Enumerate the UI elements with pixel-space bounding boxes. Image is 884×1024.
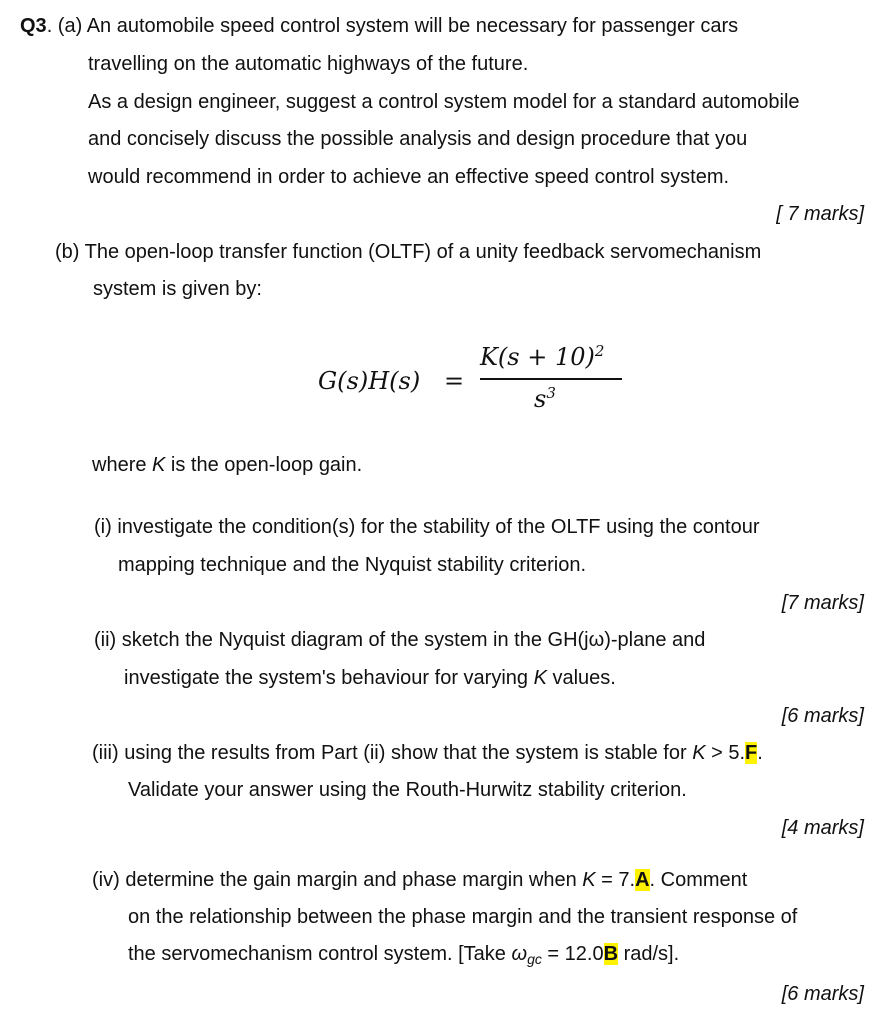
marks-i: [7 marks] xyxy=(781,592,864,614)
transfer-function-equation xyxy=(318,340,638,420)
question-b-line-2: system is given by: xyxy=(93,278,262,300)
question-a-line-2: travelling on the automatic highways of the future. xyxy=(88,53,529,75)
sub-iii-line-2: Validate your answer using the Routh-Hurwitz stability criterion. xyxy=(128,779,687,801)
question-b-line-1: (b) The open-loop transfer function (OLTF) of a unity feedback servomechanism xyxy=(55,241,762,263)
question-a-line-3: As a design engineer, suggest a control system model for a standard automobile xyxy=(88,91,800,113)
sub-i-line-1: (i) investigate the condition(s) for the stability of the OLTF using the contour xyxy=(94,516,760,538)
sub-iv-line-2: on the relationship between the phase margin and the transient response of xyxy=(128,906,798,928)
sub-ii-line-2: investigate the system's behaviour for varying K values. xyxy=(124,667,616,689)
marks-iv: [6 marks] xyxy=(781,983,864,1005)
sub-iii-line-1: (iii) using the results from Part (ii) show that the system is stable for K > 5.F. xyxy=(92,742,763,764)
equation-equals: = xyxy=(444,367,465,395)
omega-symbol: ω xyxy=(511,943,528,965)
fraction-bar xyxy=(480,378,622,380)
equation-denominator: $s^3$ xyxy=(534,384,556,413)
question-a-line-1: Q3. (a) An automobile speed control system will be necessary for passenger cars xyxy=(20,15,739,37)
sub-iv-line-3: the servomechanism control system. [Take $\omega_{gc} = 12.0B$ rad/s]. xyxy=(128,943,680,967)
question-a-line-4: and concisely discuss the possible analysis and design procedure that you xyxy=(88,128,748,150)
marks-ii: [6 marks] xyxy=(781,705,864,727)
highlight-f: F xyxy=(745,742,758,764)
gain-definition: where K is the open-loop gain. xyxy=(92,454,363,476)
highlight-b: B xyxy=(603,943,619,965)
sub-i-line-2: mapping technique and the Nyquist stability criterion. xyxy=(118,554,587,576)
question-label: Q3 xyxy=(20,15,47,37)
sub-ii-line-1: (ii) sketch the Nyquist diagram of the system in the GH(jω)-plane and xyxy=(94,629,706,651)
marks-iii: [4 marks] xyxy=(781,817,864,839)
marks-a: [ 7 marks] xyxy=(776,203,864,225)
sub-iv-line-1: (iv) determine the gain margin and phase margin when K = 7.A. Comment xyxy=(92,869,748,891)
highlight-a: A xyxy=(635,869,650,891)
equation-numerator: $K(s + 10)^2$ xyxy=(480,342,605,371)
question-a-line-5: would recommend in order to achieve an effective speed control system. xyxy=(88,166,730,188)
equation-lhs: G(s)H(s) xyxy=(318,367,421,395)
